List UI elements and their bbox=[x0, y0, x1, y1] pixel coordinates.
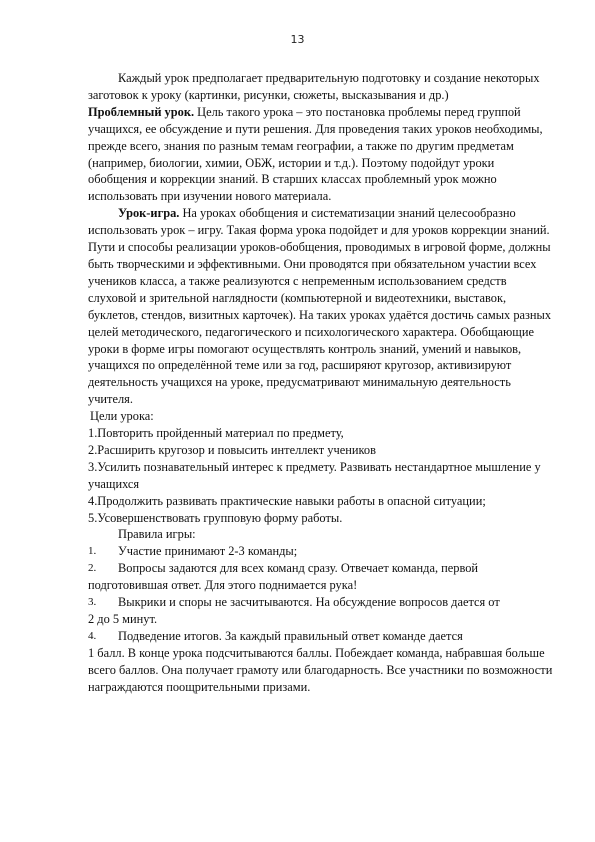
rule-item bbox=[88, 543, 553, 560]
document-body bbox=[88, 70, 553, 696]
rule-number: 2. bbox=[88, 562, 97, 575]
rule-item bbox=[88, 594, 553, 628]
rule-text: Выкрики и споры не засчитываются. На обсуждение вопросов дается от bbox=[118, 595, 500, 610]
rule-number: 3. bbox=[88, 596, 97, 609]
goal-item: 1.Повторить пройденный материал по предмету, bbox=[88, 426, 344, 441]
rule-continuation: 1 балл. В конце урока подсчитываются баллы. Побеждает команда, набравшая больше всего баллов. Она получает грамоту или благодарность. Все участники по возможности награждаются поощрительными призами. bbox=[88, 645, 553, 694]
lesson-game-paragraph bbox=[88, 205, 553, 408]
rule-number: 4. bbox=[88, 629, 97, 642]
rule-continuation: 2 до 5 минут. bbox=[88, 612, 158, 626]
rule-text: Участие принимают 2-3 команды; bbox=[118, 544, 298, 559]
rules-title: Правила игры: bbox=[118, 527, 196, 542]
lesson-game-text: На уроках обобщения и систематизации знаний целесообразно использовать урок – игру. Такая форма урока подойдет и для уроков коррекции знаний. Пути и способы реализации уроков-обобщения, проводимых в игровой форме, должны быть творческими и эффективными. Они проводятся при обязательном участии всех учеников класса, а также реализуются с непременным использованием средств слуховой и зрительной наглядности (компьютерной и видеотехники, выставок, буклетов, стендов, визитных карточек). На таких уроках удаётся достичь самых разных целей методического, педагогического и психологического характера. Обобщающие уроки в форме игры помогают осуществлять контроль знаний, умений и навыков, учащихся по определённой теме или за год, расширяют кругозор, активизируют деятельность учащихся на уроке, предусматривают минимальную деятельность учителя. bbox=[88, 206, 552, 407]
rule-item bbox=[88, 628, 553, 696]
rule-text: Вопросы задаются для всех команд сразу. Отвечает команда, первой bbox=[118, 561, 479, 576]
rule-number: 1. bbox=[88, 545, 97, 558]
rule-continuation: подготовившая ответ. Для этого поднимается рука! bbox=[88, 578, 358, 593]
goal-item: 3.Усилить познавательный интерес к предмету. Развивать нестандартное мышление у учащихся bbox=[88, 459, 541, 491]
rule-item bbox=[88, 560, 553, 594]
goals-title: Цели урока: bbox=[90, 409, 154, 424]
problem-lesson-text: Цель такого урока – это постановка проблемы перед группой учащихся, ее обсуждение и пути решения. Для проведения таких уроков необходимы, прежде всего, знания по разным темам географии, а также по другим предметам (например, биологии, химии, ОБЖ, истории и т.д.). Поэтому подойдут уроки обобщения и коррекции знаний. В старших классах проблемный урок можно использовать при изучении нового материала. bbox=[88, 104, 543, 204]
goal-item: 2.Расширить кругозор и повысить интеллект учеников bbox=[88, 442, 376, 457]
problem-lesson-paragraph bbox=[88, 104, 553, 205]
page-number: 13 bbox=[290, 33, 305, 46]
problem-lesson-heading: Проблемный урок. bbox=[88, 104, 195, 119]
intro-paragraph: Каждый урок предполагает предварительную подготовку и создание некоторых заготовок к уроку (картинки, рисунки, сюжеты, высказывания и др.) bbox=[88, 71, 540, 102]
goal-item: 5.Усовершенствовать групповую форму работы. bbox=[88, 510, 343, 525]
rule-text: Подведение итогов. За каждый правильный ответ команде дается bbox=[118, 628, 463, 643]
lesson-game-heading: Урок-игра. bbox=[118, 206, 180, 221]
goal-item: 4.Продолжить развивать практические навыки работы в опасной ситуации; bbox=[88, 493, 486, 508]
